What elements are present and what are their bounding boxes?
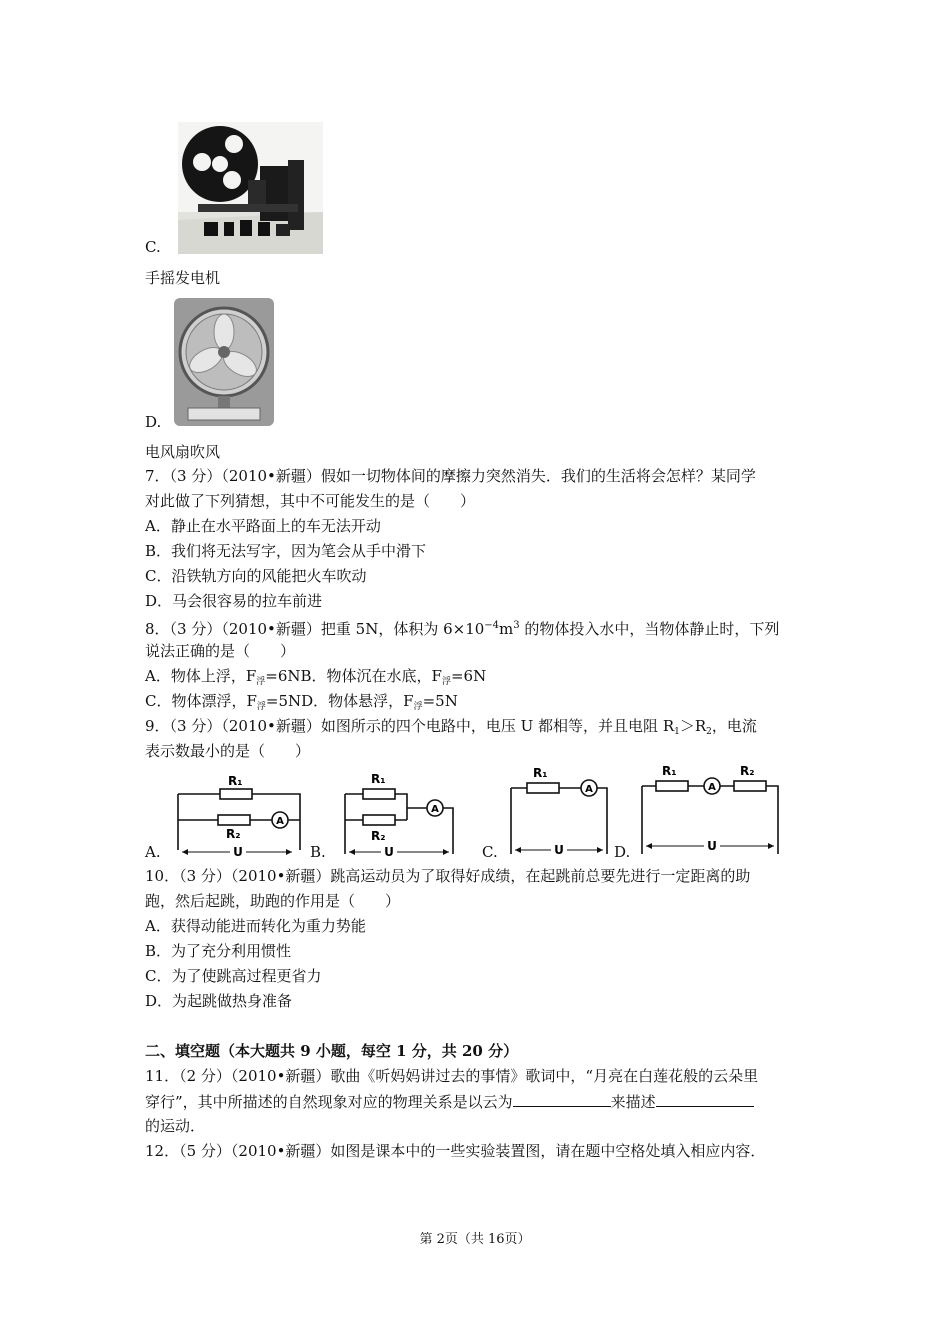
q7-stem-line1: 7．（3 分）（2010•新疆）假如一切物体间的摩擦力突然消失．我们的生活将会怎样？某同学 (145, 467, 756, 485)
circuit-a-ammeter: A (276, 816, 284, 827)
q10-option-b: B．为了充分利用惯性 (145, 942, 292, 960)
q11-stem-line2: 穿行”，其中所描述的自然现象对应的物理关系是以云为 来描述 (145, 1091, 754, 1112)
q8-option-c: C．物体漂浮，$F_浮=5N$ (145, 692, 302, 712)
q8-options-cd (145, 691, 458, 717)
answer-blank-2[interactable] (656, 1091, 754, 1107)
circuit-a-label: A. (145, 843, 161, 861)
q9-stem-line2: 表示数最小的是（ ） (145, 742, 311, 760)
option-d-label: D. (145, 413, 162, 431)
circuit-b-r1: R₁ (371, 772, 386, 786)
hand-crank-generator-image (178, 122, 323, 254)
circuit-d-diagram (636, 760, 786, 860)
q7-stem-line2: 对此做了下列猜想，其中不可能发生的是（ ） (145, 492, 476, 510)
q10-option-a: A．获得动能进而转化为重力势能 (145, 917, 366, 935)
q8-option-d: D．物体悬浮，$F_浮=5N$ (301, 692, 458, 712)
q10-stem-line2: 跑，然后起跳，助跑的作用是（ ） (145, 892, 401, 910)
section-heading: 二、填空题（本大题共 9 小题，每空 1 分，共 20 分） (145, 1042, 519, 1060)
answer-blank-1[interactable] (513, 1091, 611, 1107)
electric-fan-image (174, 298, 274, 426)
circuit-c-u: U (554, 843, 564, 857)
q11-stem-line3: 的运动． (145, 1117, 206, 1135)
option-d-caption: 电风扇吹风 (145, 443, 221, 461)
circuit-a-r2: R₂ (226, 827, 241, 841)
q9-stem-line1: 9．（3 分）（2010•新疆）如图所示的四个电路中，电压 U 都相等，并且电阻 $R_1>R_2$，电流 (145, 717, 757, 737)
circuit-d-r1: R₁ (662, 764, 677, 778)
q8-stem-line2: 说法正确的是（ ） (145, 642, 296, 660)
q12-stem-line1: 12．（5 分）（2010•新疆）如图是课本中的一些实验装置图，请在题中空格处填入相应内容． (145, 1142, 766, 1160)
q11-stem-line1: 11．（2 分）（2010•新疆）歌曲《听妈妈讲过去的事情》歌词中，“月亮在白莲花般的云朵里 (145, 1067, 759, 1085)
circuit-a-r1: R₁ (228, 774, 243, 788)
circuit-c-label: C. (482, 843, 498, 861)
q8-stem-line1: 8．（3 分）（2010•新疆）把重 5N，体积为 $6\times 10^{-4}m^3$ 的物体投入水中，当物体静止时，下列 (145, 620, 780, 638)
circuit-a-u: U (233, 845, 243, 859)
q7-option-c: C．沿铁轨方向的风能把火车吹动 (145, 567, 367, 585)
q8-option-a: A．物体上浮，$F_浮=6N$ (145, 667, 301, 687)
circuit-b-u: U (384, 845, 394, 859)
q10-option-c: C．为了使跳高过程更省力 (145, 967, 322, 985)
circuit-d-label: D. (614, 843, 631, 861)
circuit-c-ammeter: A (585, 784, 593, 795)
circuit-b-r2: R₂ (371, 829, 386, 843)
q8-options-ab (145, 666, 486, 692)
page-number: 第 2页（共 16页） (419, 1232, 531, 1247)
circuit-b-ammeter: A (431, 804, 439, 815)
q7-option-d: D．马会很容易的拉车前进 (145, 592, 323, 610)
option-c-label: C. (145, 238, 161, 256)
circuit-d-u: U (707, 839, 717, 853)
circuit-d-r2: R₂ (740, 764, 755, 778)
circuit-c-r1: R₁ (533, 766, 548, 780)
q10-option-d: D．为起跳做热身准备 (145, 992, 293, 1010)
q7-option-a: A．静止在水平路面上的车无法开动 (145, 517, 381, 535)
q10-stem-line1: 10．（3 分）（2010•新疆）跳高运动员为了取得好成绩，在起跳前总要先进行一定距离的助 (145, 867, 751, 885)
circuit-d-ammeter: A (708, 782, 716, 793)
circuit-b-diagram (335, 768, 465, 860)
circuit-a-diagram (170, 772, 308, 860)
q7-option-b: B．我们将无法写字，因为笔会从手中滑下 (145, 542, 427, 560)
q8-option-b: B．物体沉在水底，$F_浮=6N$ (300, 667, 487, 687)
option-c-caption: 手摇发电机 (145, 269, 221, 287)
circuit-c-diagram (505, 762, 615, 860)
circuit-b-label: B. (310, 843, 326, 861)
